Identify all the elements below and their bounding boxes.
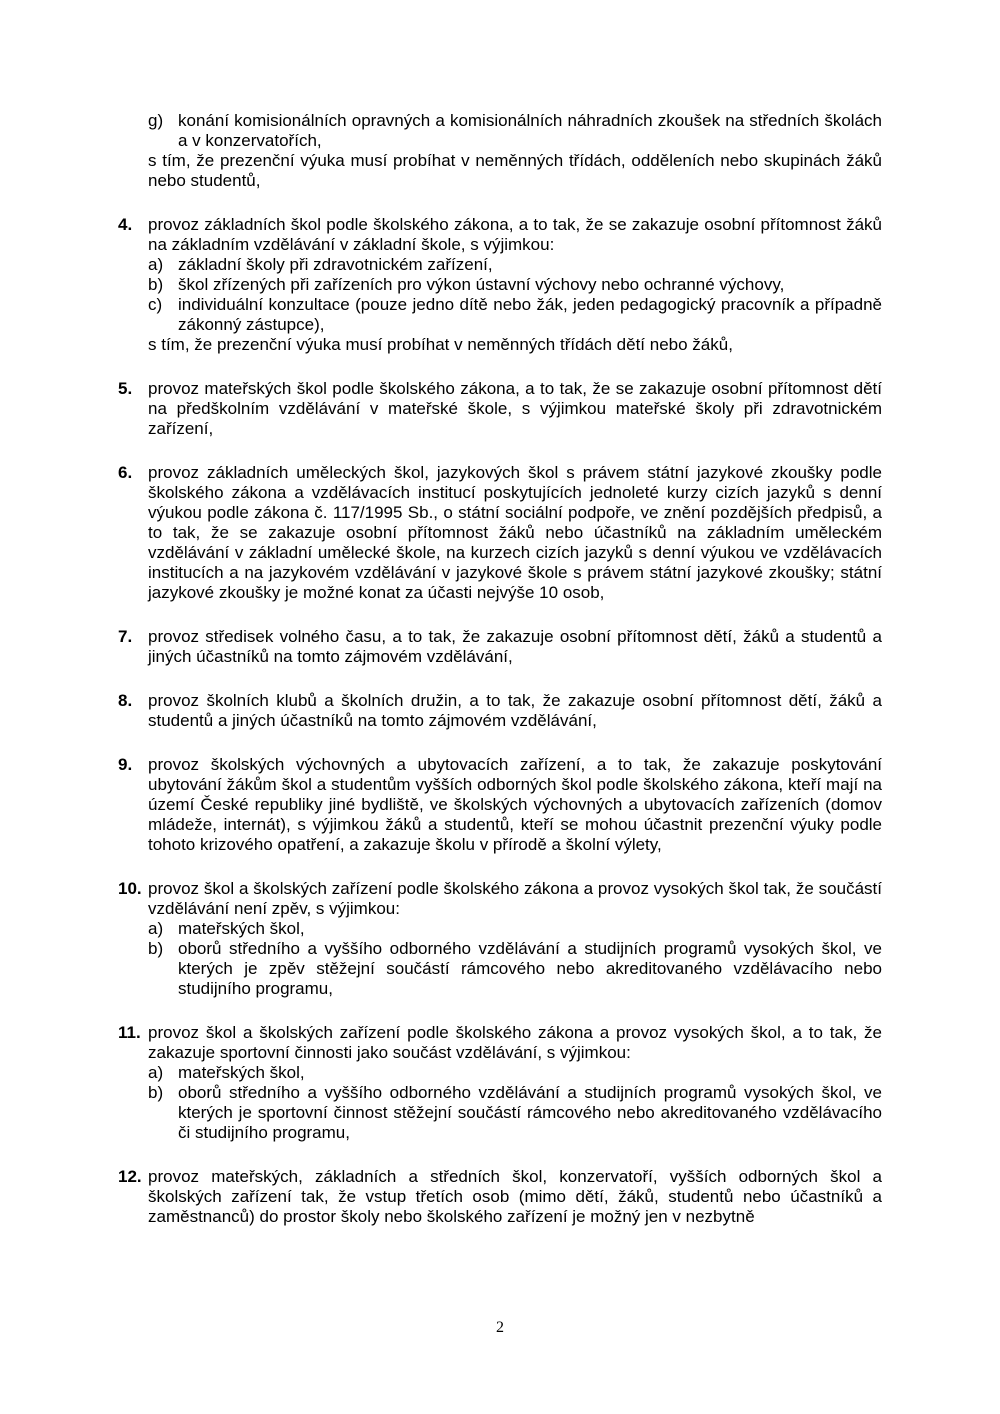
- sub-item-a: [148, 1063, 882, 1083]
- sub-item-text: mateřských škol,: [178, 1063, 305, 1082]
- item-number: 12.: [118, 1167, 142, 1186]
- sub-item-g: [148, 111, 882, 151]
- page-number: 2: [496, 1319, 504, 1336]
- sub-item-letter: a): [148, 255, 164, 274]
- item-number: 7.: [118, 627, 133, 646]
- list-item-6: [118, 463, 882, 603]
- item-tail-text: s tím, že prezenční výuka musí probíhat v neměnných třídách, odděleních nebo skupinách žáků nebo studentů,: [148, 151, 882, 190]
- sub-item-b: [148, 275, 882, 295]
- item-text: provoz základních uměleckých škol, jazykových škol s právem státní jazykové zkoušky podle školského zákona a vzdělávacích institucí poskytujících jednoleté kurzy cizích jazyků s denní výukou podle zákona č. 117/1995 Sb., o státní sociální podpoře, ve znění pozdějších předpisů, a to tak, že se zakazuje osobní přítomnost žáků nebo účastníků na základním uměleckém vzdělávání v základní umělecké škole, na kurzech cizích jazyků s denní výukou ve vzdělávacích institucích a na jazykovém vzdělávání v jazykové škole s právem státní jazykové zkoušky; státní jazykové zkoušky je možné konat za účasti nejvýše 10 osob,: [148, 463, 882, 602]
- item-number: 4.: [118, 215, 133, 234]
- item-tail-text: s tím, že prezenční výuka musí probíhat v neměnných třídách dětí nebo žáků,: [148, 335, 733, 354]
- sub-item-text: oborů středního a vyššího odborného vzdělávání a studijních programů vysokých škol, ve kterých je sportovní činnost stěžejní součástí rámcového nebo akreditovaného vzdělávacího či studijního programu,: [178, 1083, 882, 1142]
- intro-continuation: [148, 111, 882, 191]
- item-number: 9.: [118, 755, 133, 774]
- item-number: 6.: [118, 463, 133, 482]
- sub-item-letter: a): [148, 919, 164, 938]
- item-text: provoz škol a školských zařízení podle školského zákona a provoz vysokých škol tak, že součástí vzdělávání není zpěv, s výjimkou:: [148, 879, 882, 918]
- sub-item-text: oborů středního a vyššího odborného vzdělávání a studijních programů vysokých škol, ve kterých je zpěv stěžejní součástí rámcového nebo akreditovaného vzdělávacího nebo studijního programu,: [178, 939, 882, 998]
- item-number: 8.: [118, 691, 133, 710]
- list-item-12: [118, 1167, 882, 1227]
- sub-item-letter: b): [148, 1083, 164, 1102]
- list-item-11: [118, 1023, 882, 1143]
- list-item-4: [118, 215, 882, 355]
- item-number: 11.: [118, 1023, 141, 1042]
- item-text: provoz mateřských, základních a středních škol, konzervatoří, vyšších odborných škol a školských zařízení tak, že vstup třetích osob (mimo dětí, žáků, studentů nebo účastníků a zaměstnanců) do prostor školy nebo školského zařízení je možný jen v nezbytně: [148, 1167, 882, 1226]
- item-text: provoz mateřských škol podle školského zákona, a to tak, že se zakazuje osobní přítomnost dětí na předškolním vzdělávání v mateřské škole, s výjimkou mateřské školy při zdravotnickém zařízení,: [148, 379, 882, 438]
- item-text: provoz středisek volného času, a to tak, že zakazuje osobní přítomnost dětí, žáků a studentů a jiných účastníků na tomto zájmovém vzdělávání,: [148, 627, 882, 666]
- sub-item-letter: c): [148, 295, 163, 314]
- list-item-5: [118, 379, 882, 439]
- sub-item-letter: b): [148, 939, 164, 958]
- item-text: provoz základních škol podle školského zákona, a to tak, že se zakazuje osobní přítomnost žáků na základním vzdělávání v základní škole, s výjimkou:: [148, 215, 882, 254]
- sub-item-letter: g): [148, 111, 164, 130]
- document-body: [118, 111, 882, 1251]
- list-item-9: [118, 755, 882, 855]
- sub-item-b: [148, 939, 882, 999]
- sub-item-a: [148, 255, 882, 275]
- sub-item-text: individuální konzultace (pouze jedno dítě nebo žák, jeden pedagogický pracovník a případně zákonný zástupce),: [178, 295, 882, 334]
- sub-item-a: [148, 919, 882, 939]
- list-item-8: [118, 691, 882, 731]
- sub-item-c: [148, 295, 882, 335]
- item-text: provoz škol a školských zařízení podle školského zákona a provoz vysokých škol, a to tak, že zakazuje sportovní činnosti jako součást vzdělávání, s výjimkou:: [148, 1023, 882, 1062]
- sub-item-letter: b): [148, 275, 164, 294]
- sub-item-text: konání komisionálních opravných a komisionálních náhradních zkoušek na středních školách a v konzervatořích,: [178, 111, 882, 150]
- item-text: provoz školních klubů a školních družin, a to tak, že zakazuje osobní přítomnost dětí, žáků a studentů a jiných účastníků na tomto zájmovém vzdělávání,: [148, 691, 882, 730]
- item-text: provoz školských výchovných a ubytovacích zařízení, a to tak, že zakazuje poskytování ubytování žákům škol a studentům vyšších odborných škol podle školského zákona, kteří mají na území České republiky jiné bydliště, ve školských výchovných a ubytovacích zařízeních (domov mládeže, internát), s výjimkou žáků a studentů, kteří se mohou účastnit prezenční výuky podle tohoto krizového opatření, a zakazuje školu v přírodě a školní výlety,: [148, 755, 882, 854]
- list-item-7: [118, 627, 882, 667]
- sub-item-text: škol zřízených při zařízeních pro výkon ústavní výchovy nebo ochranné výchovy,: [178, 275, 785, 294]
- sub-item-text: základní školy při zdravotnickém zařízení,: [178, 255, 493, 274]
- sub-item-letter: a): [148, 1063, 164, 1082]
- sub-item-text: mateřských škol,: [178, 919, 305, 938]
- item-number: 10.: [118, 879, 142, 898]
- sub-item-b: [148, 1083, 882, 1143]
- item-number: 5.: [118, 379, 133, 398]
- list-item-10: [118, 879, 882, 999]
